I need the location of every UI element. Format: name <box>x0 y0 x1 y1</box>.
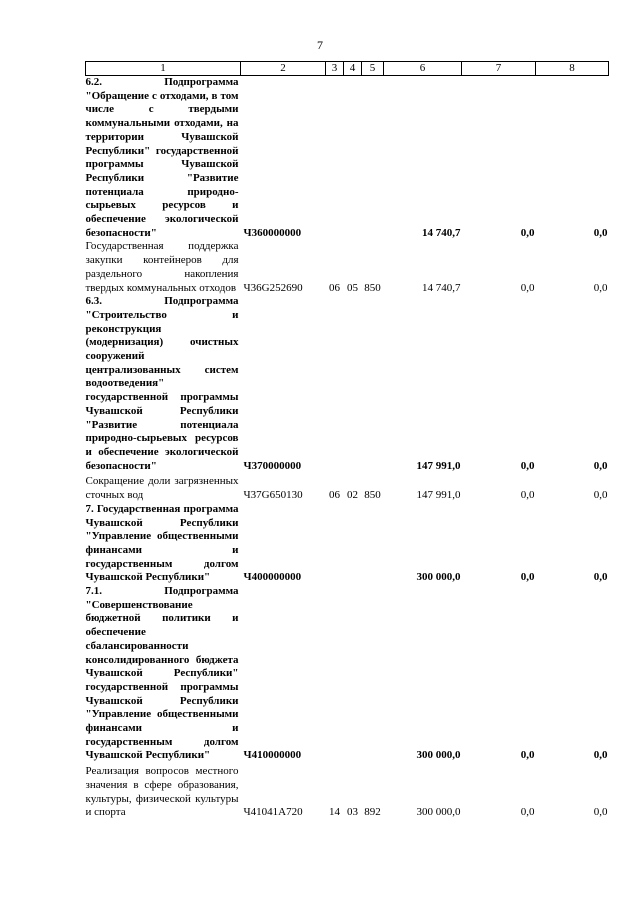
column-header: 7 <box>462 62 536 76</box>
row-name: Сокращение доли загрязненных сточных вод <box>85 475 239 502</box>
target-article-code: Ч41041А720 <box>243 806 303 819</box>
expense-type-code: 850 <box>364 281 381 294</box>
target-article-code: Ч400000000 <box>243 571 302 584</box>
amount-col8: 0,0 <box>593 226 608 239</box>
amount-col6: 147 991,0 <box>416 489 461 502</box>
target-article-code: Ч37G650130 <box>243 489 303 502</box>
section-code: 06 <box>329 281 340 294</box>
expense-type-code: 850 <box>364 489 381 502</box>
section-code <box>326 585 344 763</box>
expense-type-code <box>362 295 384 473</box>
table-row <box>86 240 609 295</box>
column-header: 4 <box>344 62 362 76</box>
table-row <box>86 76 609 241</box>
amount-col7: 0,0 <box>520 281 535 294</box>
column-header: 1 <box>86 62 241 76</box>
subsection-code <box>344 76 362 241</box>
section-code: 14 <box>329 806 340 819</box>
amount-col8: 0,0 <box>593 489 608 502</box>
row-name: 6.2. Подпрограмма "Обращение с отходами, в том числе с твердыми коммунальными отходами, на территории Чувашской Республики" государственной программы Чувашской Республики "Развитие потенциала природно-сырьевых ресурсов и обеспечение экологической безопасности" <box>85 76 239 239</box>
amount-col6: 300 000,0 <box>416 571 461 584</box>
amount-col7: 0,0 <box>520 489 535 502</box>
expense-type-code <box>362 503 384 585</box>
row-name: Государственная поддержка закупки контейнеров для раздельного накопления твердых коммунальных отходов <box>85 240 239 294</box>
expense-type-code <box>362 585 384 763</box>
subsection-code: 03 <box>347 806 358 819</box>
page-number: 7 <box>317 38 323 52</box>
row-name: 7.1. Подпрограмма "Совершенствование бюджетной политики и обеспечение сбалансированности консолидированного бюджета Чувашской Республики" государственной программы Чувашской Республики "Управление общественными финансами и государственным долгом Чувашской Республики" <box>85 585 239 762</box>
subsection-code <box>344 503 362 585</box>
row-name: 6.3. Подпрограмма "Строительство и реконструкция (модернизация) очистных сооружений централизованных систем водоотведения" государственной программы Чувашской Республики "Развитие потенциала природно-сырьевых ресурсов и обеспечение экологической безопасности" <box>85 295 239 472</box>
section-code: 06 <box>329 489 340 502</box>
section-code <box>326 503 344 585</box>
expense-type-code <box>362 76 384 241</box>
row-name: 7. Государственная программа Чувашской Республики "Управление общественными финансами и государственным долгом Чувашской Республики" <box>85 502 239 584</box>
target-article-code: Ч370000000 <box>243 459 302 472</box>
amount-col6: 14 740,7 <box>422 226 461 239</box>
column-header: 5 <box>362 62 384 76</box>
column-header: 6 <box>384 62 462 76</box>
section-code <box>326 76 344 241</box>
subsection-code: 02 <box>347 489 358 502</box>
amount-col8: 0,0 <box>593 459 608 472</box>
target-article-code: Ч360000000 <box>243 226 302 239</box>
subsection-code: 05 <box>347 281 358 294</box>
amount-col8: 0,0 <box>593 806 608 819</box>
amount-col7: 0,0 <box>520 226 535 239</box>
target-article-code: Ч36G252690 <box>243 281 303 294</box>
section-code <box>326 295 344 473</box>
column-header: 8 <box>536 62 609 76</box>
amount-col6: 147 991,0 <box>416 459 461 472</box>
amount-col8: 0,0 <box>593 281 608 294</box>
table-row <box>86 473 609 502</box>
amount-col7: 0,0 <box>520 806 535 819</box>
subsection-code <box>344 585 362 763</box>
subsection-code <box>344 295 362 473</box>
column-number-row <box>86 62 609 76</box>
table-row <box>86 503 609 585</box>
column-header: 2 <box>241 62 326 76</box>
expense-type-code: 892 <box>364 806 381 819</box>
target-article-code: Ч410000000 <box>243 749 302 762</box>
amount-col8: 0,0 <box>593 749 608 762</box>
amount-col6: 300 000,0 <box>416 749 461 762</box>
table-row <box>86 295 609 473</box>
amount-col8: 0,0 <box>593 571 608 584</box>
amount-col7: 0,0 <box>520 459 535 472</box>
budget-table <box>85 61 609 820</box>
amount-col6: 14 740,7 <box>422 281 461 294</box>
column-header: 3 <box>326 62 344 76</box>
amount-col7: 0,0 <box>520 571 535 584</box>
amount-col6: 300 000,0 <box>416 806 461 819</box>
row-name: Реализация вопросов местного значения в сфере образования, культуры, физической культуры и спорта <box>85 765 239 819</box>
table-row <box>86 763 609 820</box>
table-row <box>86 585 609 763</box>
amount-col7: 0,0 <box>520 749 535 762</box>
